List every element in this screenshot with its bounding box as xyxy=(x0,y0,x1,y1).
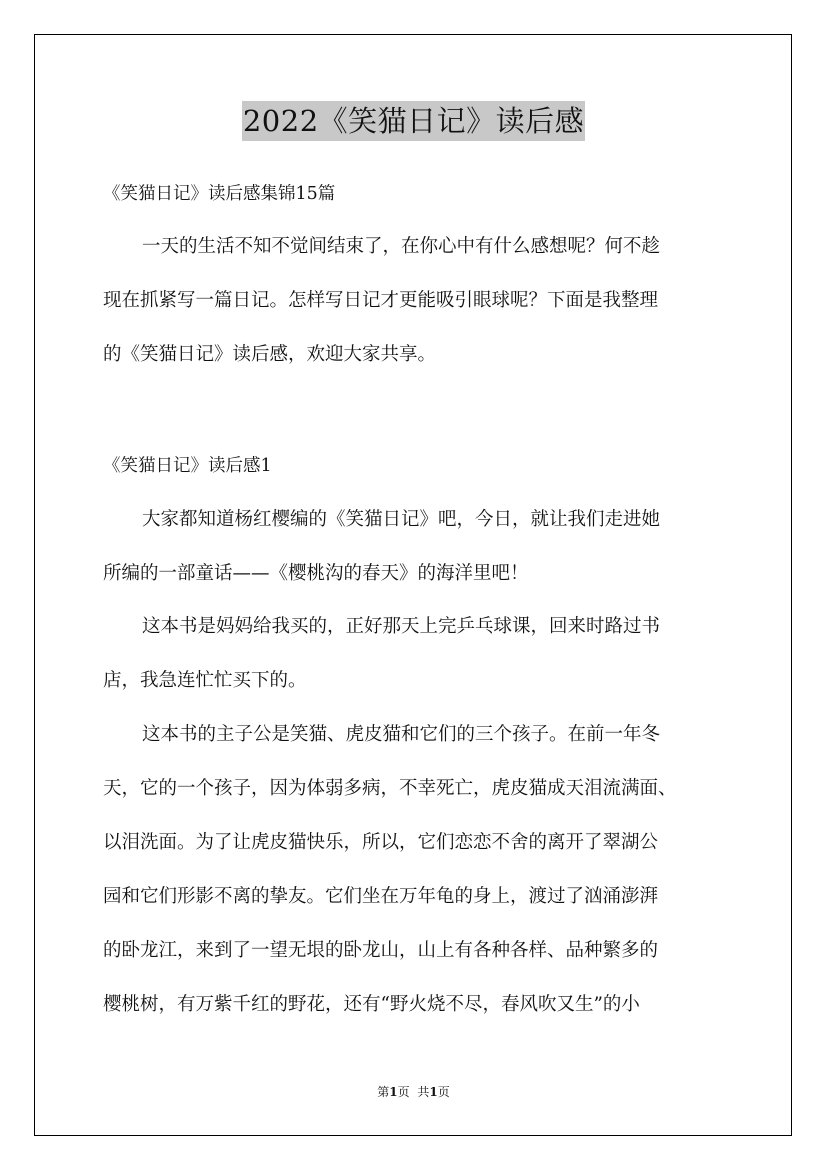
intro-line: 的《笑猫日记》读后感，欢迎大家共享。 xyxy=(103,344,437,365)
page-footer xyxy=(0,1084,827,1100)
page-prefix: 第 xyxy=(377,1085,390,1099)
body-line: 大家都知道杨红樱编的《笑猫日记》吧，今日，就让我们走进她 xyxy=(142,509,661,530)
total-prefix: 共 xyxy=(417,1085,430,1099)
body-line: 店，我急连忙忙买下的。 xyxy=(103,670,307,691)
document-title: 2022《笑猫日记》读后感 xyxy=(242,101,585,141)
body-line: 樱桃树，有万紫千红的野花，还有“野火烧不尽，春风吹又生”的小 xyxy=(103,994,640,1015)
total-pages-number: 1 xyxy=(429,1085,438,1099)
body-line: 的卧龙江，来到了一望无垠的卧龙山，山上有各种各样、品种繁多的 xyxy=(103,940,659,961)
body-line: 这本书的主子公是笑猫、虎皮猫和它们的三个孩子。在前一年冬 xyxy=(142,724,661,745)
body-line: 以泪洗面。为了让虎皮猫快乐，所以，它们恋恋不舍的离开了翠湖公 xyxy=(103,832,659,853)
intro-line: 一天的生活不知不觉间结束了，在你心中有什么感想呢？何不趁 xyxy=(142,236,661,257)
body-line: 所编的一部童话——《樱桃沟的春天》的海洋里吧！ xyxy=(103,563,529,584)
page-number: 1 xyxy=(389,1085,398,1099)
document-subtitle: 《笑猫日记》读后感集锦15篇 xyxy=(103,184,336,204)
title-container xyxy=(0,101,827,141)
page-suffix: 页 xyxy=(397,1085,410,1099)
total-suffix: 页 xyxy=(437,1085,450,1099)
body-line: 园和它们形影不离的挚友。它们坐在万年龟的身上，渡过了汹涌澎湃 xyxy=(103,886,659,907)
intro-line: 现在抓紧写一篇日记。怎样写日记才更能吸引眼球呢？下面是我整理 xyxy=(103,290,659,311)
section-heading: 《笑猫日记》读后感1 xyxy=(103,456,272,476)
body-line: 天，它的一个孩子，因为体弱多病，不幸死亡，虎皮猫成天泪流满面、 xyxy=(103,778,677,799)
body-line: 这本书是妈妈给我买的，正好那天上完乒乓球课，回来时路过书 xyxy=(142,616,661,637)
